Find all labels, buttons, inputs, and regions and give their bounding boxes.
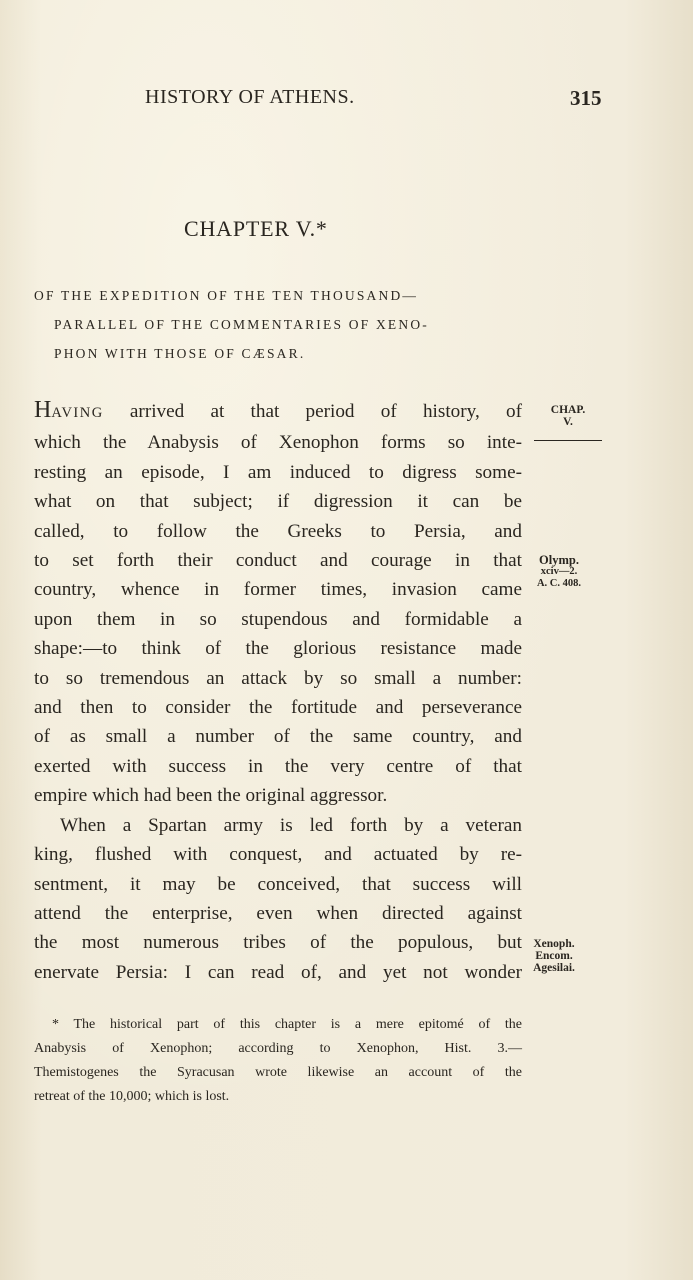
body-line [34,396,522,428]
page-header [0,86,693,116]
body-line: resting an episode, I am induced to digress some- [34,461,522,483]
body-line: When a Spartan army is led forth by a veteran [60,814,522,836]
footnote-line: Anabysis of Xenophon; according to Xenophon, Hist. 3.— [34,1041,522,1056]
paragraph-2 [34,811,522,987]
body-line: which the Anabysis of Xenophon forms so inte- [34,432,522,454]
footnote-line: Themistogenes the Syracusan wrote likewise an account of the [34,1065,522,1080]
sidenote-line: Agesilai. [533,962,575,974]
body-line: king, flushed with conquest, and actuated by re- [34,844,522,866]
body-line: enervate Persia: I can read of, and yet not wonder [34,961,522,983]
running-head: HISTORY OF ATHENS. [145,86,355,108]
body-line: country, whence in former times, invasion came [34,579,522,601]
body-line: empire which had been the original aggressor. [34,785,388,807]
footnote-line: * The historical part of this chapter is a mere epitomé of the [52,1017,522,1032]
small-caps-word: AVING [51,405,104,421]
sidenote-olympiad [525,554,593,590]
sidenote-xenophon [524,938,584,974]
footnote [34,1013,522,1109]
sidenote-line: Encom. [535,950,573,962]
dropcap: H [34,397,52,423]
body-line: sentment, it may be conceived, that success will [34,873,522,895]
body-line-text: arrived at that period of history, of [103,401,522,422]
body-line: to set forth their conduct and courage in that [34,550,522,572]
body-line: called, to follow the Greeks to Persia, and [34,520,522,542]
body-line: upon them in so stupendous and formidable a [34,608,522,630]
body-line: exerted with success in the very centre of that [34,755,522,777]
page-number: 315 [570,86,602,110]
sidenote-line: xciv—2. [540,566,578,577]
sidenote-chapter [540,404,596,428]
summary-line: PARALLEL OF THE COMMENTARIES OF XENO- [54,317,429,332]
sidenote-line: Xenoph. [533,938,575,950]
body-line: shape:—to think of the glorious resistance made [34,638,522,660]
sidenote-line: CHAP. [550,404,586,416]
summary-line: PHON WITH THOSE OF CÆSAR. [54,346,306,361]
sidenote-rule [534,440,602,441]
body-line: and then to consider the fortitude and perseverance [34,697,522,719]
sidenote-line: Olymp. [539,553,579,567]
body-line: what on that subject; if digression it can be [34,491,522,513]
body-line: the most numerous tribes of the populous, but [34,932,522,954]
footnote-line: retreat of the 10,000; which is lost. [34,1089,230,1104]
chapter-title: CHAPTER V.* [184,216,328,241]
chapter-summary [34,281,524,368]
body-line: attend the enterprise, even when directed against [34,902,522,924]
body-text [34,396,522,987]
body-line: of as small a number of the same country, and [34,726,522,748]
sidenote-line: A. C. 408. [536,578,582,589]
body-line: to so tremendous an attack by so small a number: [34,667,522,689]
sidenote-line: V. [563,416,573,428]
summary-line: OF THE EXPEDITION OF THE TEN THOUSAND— [34,288,419,303]
